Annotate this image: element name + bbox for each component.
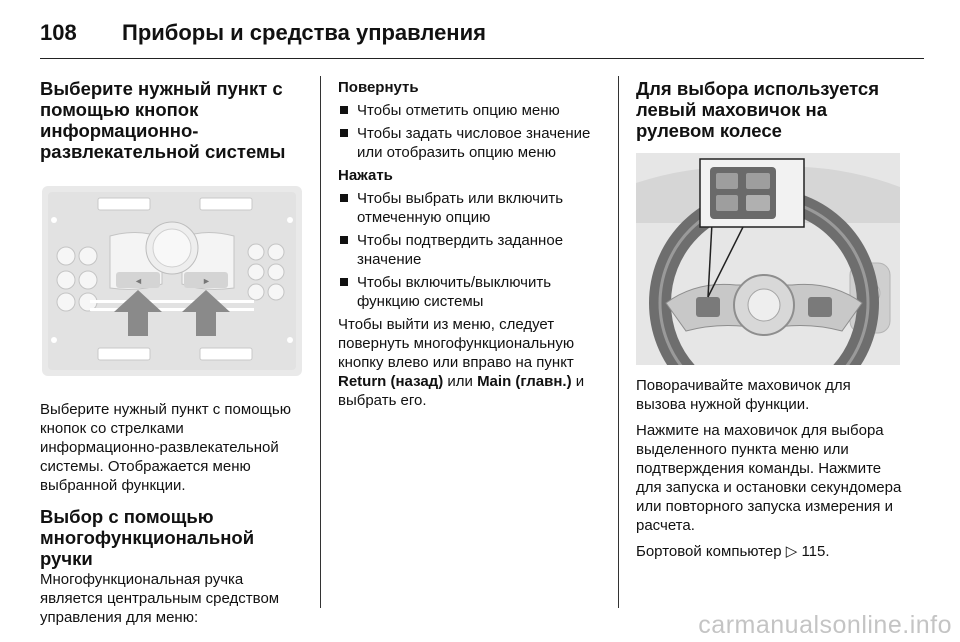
column-2 [338, 78, 604, 410]
column-divider-1 [320, 76, 321, 608]
figure-caption-infotainment: Выберите нужный пункт с помощью кнопок со стрелками информационно-развлекательной системы. Отображается меню выбранной функции. [40, 401, 291, 494]
section-heading-steering-wheel: Для выбора используется левый маховичок на рулевом колесе [636, 78, 880, 141]
list-item: Чтобы отметить опцию меню [338, 101, 604, 120]
bullet-icon [340, 194, 348, 202]
list-press [338, 189, 604, 311]
watermark: carmanualsonline.info [698, 611, 952, 639]
list-item: Чтобы выбрать или включить отмеченную опцию [338, 189, 604, 227]
paragraph-exit-menu: Чтобы выйти из меню, следует повернуть многофункциональную кнопку влево или вправо на пункт Return (назад) или Main (главн.) и выбрать его. [338, 316, 585, 409]
paragraph-press-wheel: Нажмите на маховичок для выбора выделенного пункта меню или подтверждения команды. Нажмите для запуска и остановки секундомера или повторного запуска измерения и расчета. [636, 422, 902, 534]
list-item: Чтобы включить/выключить функцию системы [338, 273, 604, 311]
section-heading-multifunction-knob: Выбор с помощью многофункциональной ручки [40, 506, 255, 569]
section-heading-infotainment-buttons: Выберите нужный пункт с помощью кнопок информационно-развлекательной системы [40, 78, 286, 162]
paragraph-rotate-wheel: Поворачивайте маховичок для вызова нужной функции. [636, 377, 851, 413]
page-reference: 115. [801, 543, 830, 560]
bullet-icon [340, 129, 348, 137]
page-number: 108 [40, 20, 77, 45]
list-item: Чтобы подтвердить заданное значение [338, 231, 604, 269]
list-turn [338, 101, 604, 162]
svg-text:◄: ◄ [134, 276, 143, 286]
infotainment-panel-figure [40, 176, 304, 386]
paragraph-trip-computer-ref: Бортовой компьютер ▷ 115. [636, 543, 830, 560]
list-item: Чтобы задать числовое значение или отобразить опцию меню [338, 124, 604, 162]
column-3 [636, 78, 902, 561]
bullet-icon [340, 236, 348, 244]
svg-text:►: ► [202, 276, 211, 286]
paragraph-multifunction-knob: Многофункциональная ручка является центральным средством управления для меню: [40, 571, 280, 626]
menu-item-return: Return (назад) [338, 373, 444, 390]
page-reference-icon: ▷ [785, 543, 802, 560]
bullet-icon [340, 278, 348, 286]
bullet-icon [340, 106, 348, 114]
column-divider-2 [618, 76, 619, 608]
column-1 [40, 78, 304, 627]
page-header [40, 14, 920, 58]
running-title: Приборы и средства управления [122, 20, 486, 45]
header-rule [40, 58, 924, 59]
label-turn: Повернуть [338, 79, 419, 96]
menu-item-main: Main (главн.) [477, 373, 572, 390]
steering-wheel-figure [636, 153, 900, 365]
label-press: Нажать [338, 167, 393, 184]
